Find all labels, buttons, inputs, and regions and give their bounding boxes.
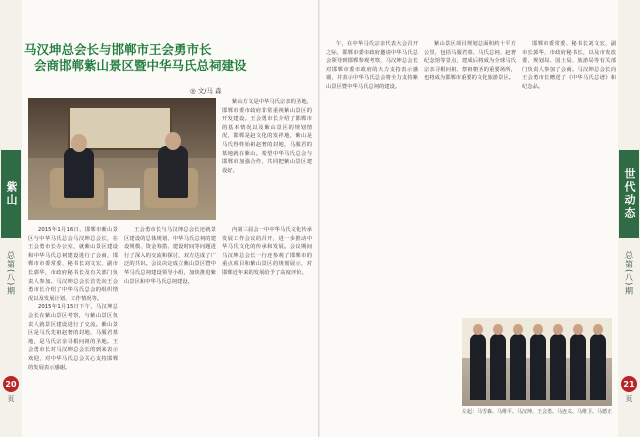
left-text-column-3 xyxy=(222,226,312,431)
group-person xyxy=(590,334,606,400)
group-person xyxy=(490,334,506,400)
group-photo-caption: 左起：马雪森、马维平、马汉坤、王会勇、马连义、马维卫、马德正 xyxy=(462,409,613,415)
title-line-1: 马汉坤总会长与邯郸市王会勇市长 xyxy=(24,42,212,57)
meeting-photo xyxy=(28,98,216,220)
paragraph: 午，在中华马氏宗亲代表大会召开之际，邯郸市委市政府邀请中华马氏总会领导到邯郸参观考察，马汉坤总会长对邯郸市委市政府的大力支持表示感谢，并表示中华马氏总会将全力支持紫山景区暨中华马氏总祠的建设。 xyxy=(326,41,418,90)
paragraph: 内第三届会一中中华马氏文化传承发展工作会议的召开，进一步推动中华马氏文化的传承和发展。会议期间马汉坤总会长一行还参观了邯郸市的重点项目和紫山景区的规划展示，对邯郸近年来的发展给予了高度评价。 xyxy=(222,227,312,276)
right-section-tab: 世代动态 xyxy=(619,150,639,238)
group-person xyxy=(550,334,566,400)
group-person-head xyxy=(593,324,603,335)
photo-head-right xyxy=(165,132,181,150)
left-text-column-2 xyxy=(124,226,216,431)
paragraph: 紫山景区项目规划总面积约十平方公里，包括马服君墓、马氏总祠、赵奢纪念馆等景点，建成后将成为全球马氏宗亲寻根问祖、祭祖朝圣的重要场所，也将成为邯郸市重要的文化旅游景区。 xyxy=(424,41,516,82)
paragraph: 王会勇市长与马汉坤总会长还就景区建设的总体规划、中华马氏总祠的建设规模、资金筹措、建设时间等问题进行了深入的交流和探讨，双方达成了广泛的共识。会议决定成立紫山景区暨中华马氏总祠建设领导小组，加快推进紫山景区和中华马氏总祠建设。 xyxy=(124,227,216,285)
left-page-number: 20 xyxy=(3,376,19,392)
article-title xyxy=(24,42,250,74)
photo-person-left xyxy=(64,148,94,198)
group-person-head xyxy=(473,324,483,335)
left-page-label: 页 xyxy=(7,395,15,403)
group-person-head xyxy=(553,324,563,335)
group-person-head xyxy=(513,324,523,335)
left-text-column-top xyxy=(222,98,312,222)
right-issue-label: 总第(八)期 xyxy=(624,250,634,296)
paragraph: 邯郸市委常委、秘书长刘文宏，副市长郭华，市政府秘书长，以及市发改委、规划局、国土局、旅游局等有关部门负责人参加了会商。马汉坤总会长向王会勇市长赠送了《中华马氏总谱》和纪念品。 xyxy=(522,41,616,90)
group-person xyxy=(570,334,586,400)
photo-head-left xyxy=(71,134,87,152)
right-text-column-3 xyxy=(522,40,616,310)
left-section-tab: 紫山 xyxy=(1,150,21,238)
title-line-2: 会商邯郸紫山景区暨中华马氏总祠建设 xyxy=(34,58,247,73)
group-person-head xyxy=(493,324,503,335)
paragraph: 2015年1月15日下午，马汉坤总会长在紫山景区考察，与紫山景区负责人就景区建设进行了交流。紫山景区是马氏先祖赵奢的封地，马服君墓地，是马氏宗亲寻根问祖的圣地。王会勇市长对马汉坤总会长的到来表示欢迎，对中华马氏总会关心支持邯郸的发展表示感谢。 xyxy=(28,304,118,371)
photo-person-right xyxy=(158,146,188,198)
group-photo xyxy=(462,318,612,406)
group-person-head xyxy=(573,324,583,335)
right-page-label: 页 xyxy=(625,395,633,403)
group-person-head xyxy=(533,324,543,335)
group-person xyxy=(530,334,546,400)
right-page-number: 21 xyxy=(621,376,637,392)
paragraph: 紫山方文是中华马氏宗亲的圣地，邯郸市委市政府非常重视紫山景区的开发建设。王会勇市长介绍了邯郸市的基本情况以及紫山景区的规划情况，邯郸是赵文化的发祥地，紫山是马氏得姓始祖赵奢的封地，马服君的墓地就在紫山。希望中华马氏总会与邯郸市加强合作，共同把紫山景区建设好。 xyxy=(222,99,312,174)
byline: ◎ 文/马 森 xyxy=(190,87,222,95)
right-text-column-1 xyxy=(326,40,418,430)
photo-table xyxy=(108,188,140,210)
group-person xyxy=(510,334,526,400)
paragraph: 2015年1月16日，邯郸市紫山景区与中华马氏总会马汉坤总会长，在王会勇市长办公室，就紫山景区建设和中华马氏总祠建设进行了会商，邯郸市市委常委、秘书长刘文宏，副市长郭华，市政府秘书长及有关部门负责人参加。马汉坤总会长首先向王会勇市长介绍了中华马氏总会的组织情况以及发展计划、工作情况等。 xyxy=(28,227,118,302)
left-issue-label: 总第(八)期 xyxy=(6,250,16,296)
group-person xyxy=(470,334,486,400)
left-text-column-1 xyxy=(28,226,118,431)
